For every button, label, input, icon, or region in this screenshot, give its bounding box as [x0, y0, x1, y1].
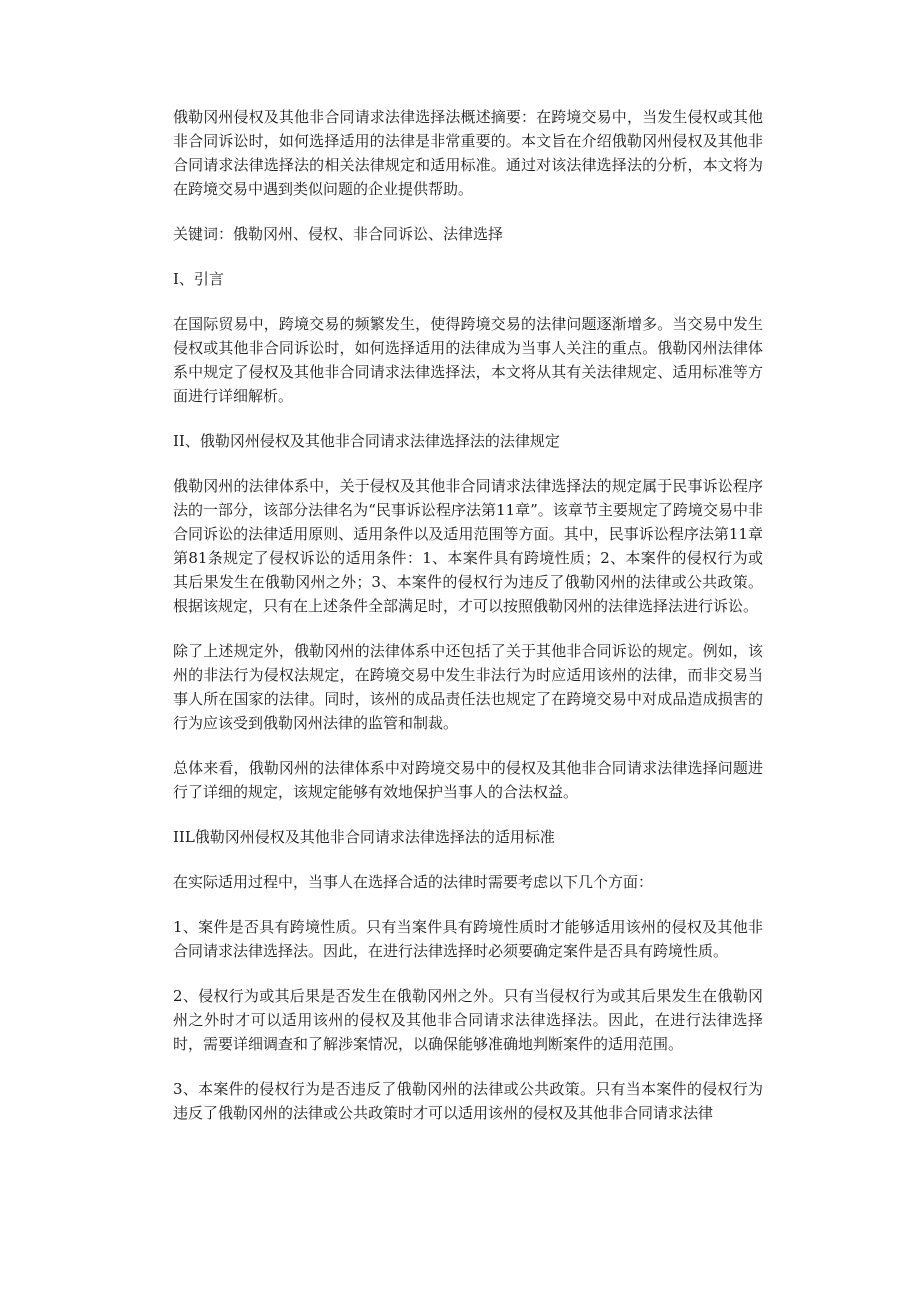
document-page [173, 105, 763, 1146]
section-3-intro: 在实际适用过程中，当事人在选择合适的法律时需要考虑以下几个方面： [173, 873, 654, 891]
section-2-paragraph-1: 俄勒冈州的法律体系中，关于侵权及其他非合同请求法律选择法的规定属于民事诉讼程序法的一部分，该部分法律名为“民事诉讼程序法第11章”。该章节主要规定了跨境交易中非合同诉讼的法律适用原则、适用条件以及适用范围等方面。其中，民事诉讼程序法第11章第81条规定了侵权诉讼的适用条件：1、本案件具有跨境性质；2、本案件的侵权行为或其后果发生在俄勒冈州之外；3、本案件的侵权行为违反了俄勒冈州的法律或公共政策。根据该规定，只有在上述条件全部满足时，才可以按照俄勒冈州的法律选择法进行诉讼。 [173, 477, 763, 615]
section-3-item-2: 2、侵权行为或其后果是否发生在俄勒冈州之外。只有当侵权行为或其后果发生在俄勒冈州之外时才可以适用该州的侵权及其他非合同请求法律选择法。因此，在进行法律选择时，需要详细调查和了解涉案情况，以确保能够准确地判断案件的适用范围。 [173, 987, 763, 1053]
section-2-heading: II、俄勒冈州侵权及其他非合同请求法律选择法的法律规定 [173, 432, 560, 450]
abstract-paragraph: 俄勒冈州侵权及其他非合同请求法律选择法概述摘要：在跨境交易中，当发生侵权或其他非合同诉讼时，如何选择适用的法律是非常重要的。本文旨在介绍俄勒冈州侵权及其他非合同请求法律选择法的相关法律规定和适用标准。通过对该法律选择法的分析，本文将为在跨境交易中遇到类似问题的企业提供帮助。 [173, 108, 763, 198]
section-3-item-1: 1、案件是否具有跨境性质。只有当案件具有跨境性质时才能够适用该州的侵权及其他非合同请求法律选择法。因此，在进行法律选择时必须要确定案件是否具有跨境性质。 [173, 918, 763, 960]
section-2-paragraph-3: 总体来看，俄勒冈州的法律体系中对跨境交易中的侵权及其他非合同请求法律选择问题进行了详细的规定，该规定能够有效地保护当事人的合法权益。 [173, 759, 763, 801]
section-1-paragraph: 在国际贸易中，跨境交易的频繁发生，使得跨境交易的法律问题逐渐增多。当交易中发生侵权或其他非合同诉讼时，如何选择适用的法律成为当事人关注的重点。俄勒冈州法律体系中规定了侵权及其他非合同请求法律选择法，本文将从其有关法律规定、适用标准等方面进行详细解析。 [173, 315, 763, 405]
section-2-paragraph-2: 除了上述规定外，俄勒冈州的法律体系中还包括了关于其他非合同诉讼的规定。例如，该州的非法行为侵权法规定，在跨境交易中发生非法行为时应适用该州的法律，而非交易当事人所在国家的法律。同时，该州的成品责任法也规定了在跨境交易中对成品造成损害的行为应该受到俄勒冈州法律的监管和制裁。 [173, 642, 763, 732]
keywords-paragraph: 关键词：俄勒冈州、侵权、非合同诉讼、法律选择 [173, 225, 504, 243]
section-3-item-3: 3、本案件的侵权行为是否违反了俄勒冈州的法律或公共政策。只有当本案件的侵权行为违反了俄勒冈州的法律或公共政策时才可以适用该州的侵权及其他非合同请求法律 [173, 1080, 763, 1122]
section-3-heading: IIL俄勒冈州侵权及其他非合同请求法律选择法的适用标准 [173, 828, 555, 846]
section-1-heading: I、引言 [173, 270, 224, 288]
